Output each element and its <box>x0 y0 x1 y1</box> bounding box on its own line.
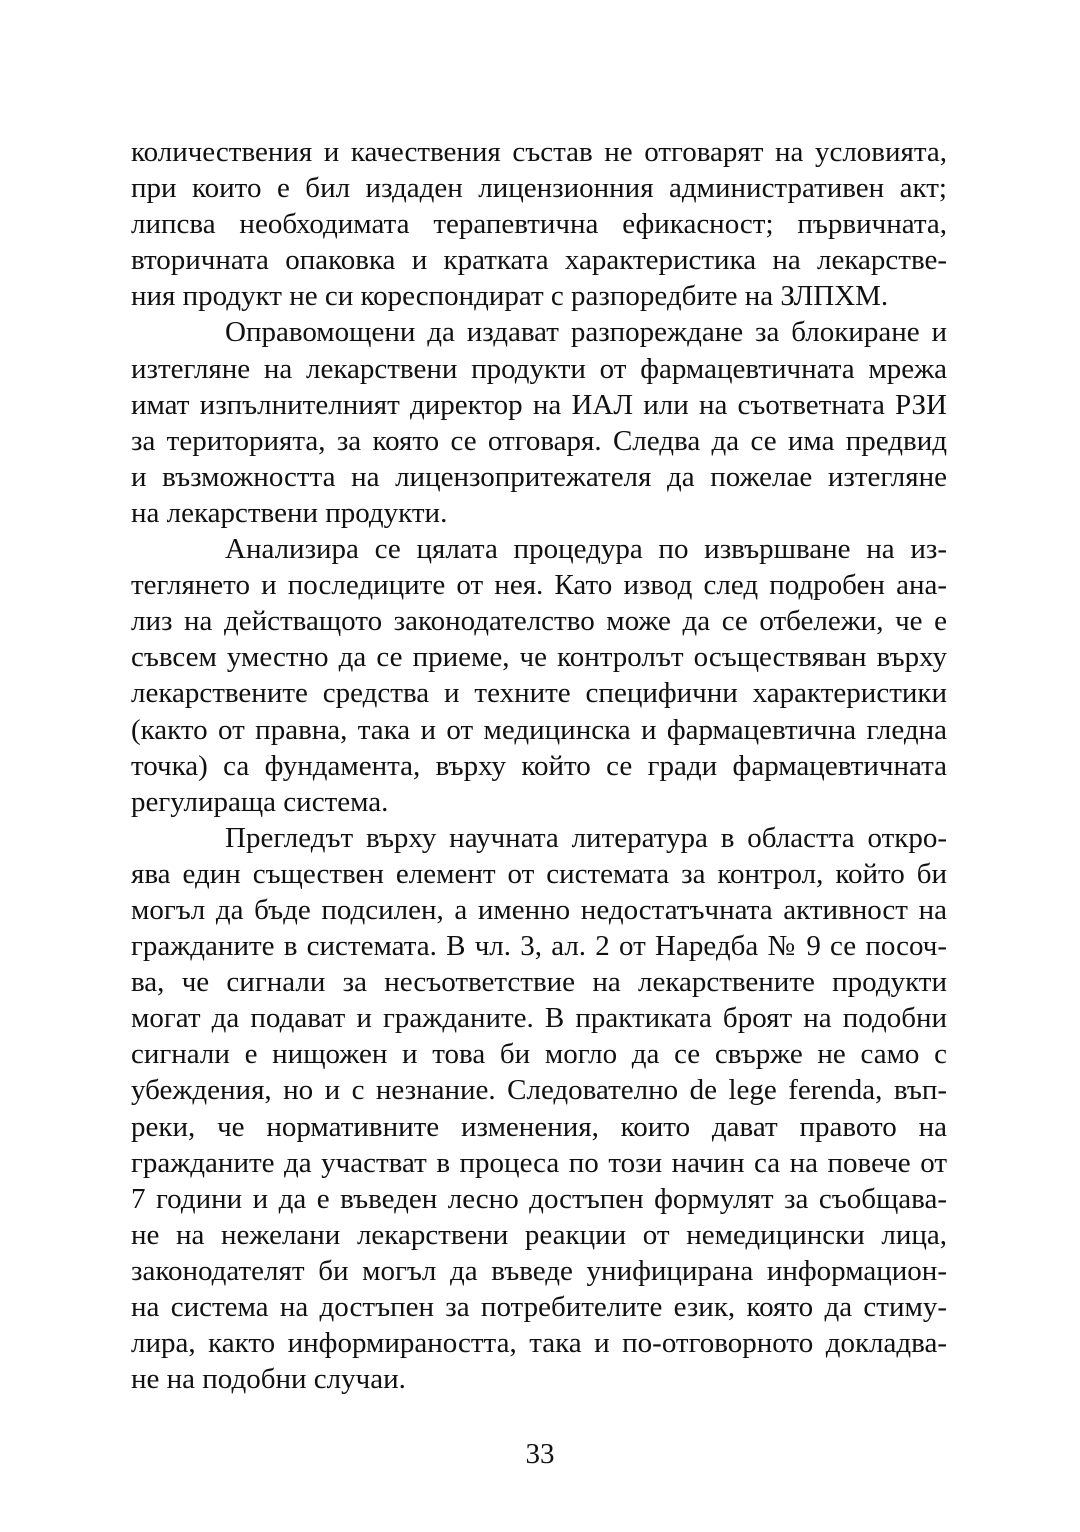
text-line: убеждения, но и с незнание. Следователно de lege ferenda, въп- <box>131 1074 947 1107</box>
text-line: (както от правна, така и от медицинска и фармацевтична гледна <box>131 713 947 746</box>
text-line: могъл да бъде подсилен, а именно недостатъчната активност на <box>131 893 947 926</box>
text-line: точка) са фундамента, върху който се гради фармацевтичната <box>131 749 947 782</box>
text-line: лира, както информираността, така и по-отговорното докладва- <box>131 1327 947 1360</box>
page-number: 33 <box>525 1438 555 1470</box>
text-line: могат да подават и гражданите. В практиката броят на подобни <box>131 1002 947 1035</box>
text-line: изтегляне на лекарствени продукти от фармацевтичната мрежа <box>131 352 947 385</box>
text-line: сигнали е нищожен и това би могло да се свърже не само с <box>131 1038 947 1071</box>
text-line: гражданите в системата. В чл. 3, ал. 2 от Наредба № 9 се посоч- <box>131 930 947 963</box>
text-line: ва, че сигнали за несъответствие на лекарствените продукти <box>131 966 947 999</box>
text-line: лиз на действащото законодателство може да се отбележи, че е <box>131 605 947 638</box>
body-text <box>131 134 947 1397</box>
text-line: за територията, за която се отговаря. Следва да се има предвид <box>131 424 947 457</box>
text-line: на система на достъпен за потребителите език, която да стиму- <box>131 1291 947 1323</box>
paragraph-4 <box>131 820 947 1398</box>
paragraph-1 <box>131 134 947 314</box>
text-line: ния продукт не си кореспондират с разпоредбите на ЗЛПХМ. <box>131 280 889 313</box>
text-line: Оправомощени да издават разпореждане за блокиране и <box>225 316 947 349</box>
text-line: реки, че нормативните изменения, които дават правото на <box>131 1110 947 1143</box>
text-line: на лекарствени продукти. <box>131 496 448 529</box>
text-line: количествения и качествения състав не отговарят на условията, <box>131 136 947 168</box>
text-line: не на подобни случаи. <box>131 1363 406 1396</box>
text-line: теглянето и последиците от нея. Като извод след подробен ана- <box>131 569 947 602</box>
text-line: Прегледът върху научната литература в областта откро- <box>225 821 947 854</box>
text-line: 7 години и да е въведен лесно достъпен формулят за съобщава- <box>131 1182 947 1215</box>
text-line: законодателят би могъл да въведе унифицирана информацион- <box>131 1254 947 1287</box>
text-line: липсва необходимата терапевтична ефикасност; първичната, <box>131 208 947 241</box>
text-line: не на нежелани лекарствени реакции от немедицински лица, <box>131 1218 947 1251</box>
text-line: съвсем уместно да се приеме, че контролът осъществяван върху <box>131 641 947 674</box>
paragraph-2 <box>131 314 947 531</box>
text-line: при които е бил издаден лицензионния административен акт; <box>131 172 947 205</box>
text-line: вторичната опаковка и кратката характеристика на лекарстве- <box>131 244 947 277</box>
text-line: ява един съществен елемент от системата за контрол, който би <box>131 857 947 890</box>
text-line: лекарствените средства и техните специфични характеристики <box>131 677 947 710</box>
text-line: гражданите да участват в процеса по този начин са на повече от <box>131 1146 947 1179</box>
text-line: и възможността на лицензопритежателя да пожелае изтегляне <box>131 460 947 493</box>
paragraph-3 <box>131 531 947 820</box>
text-line: Анализира се цялата процедура по извършване на из- <box>225 533 947 566</box>
text-line: регулираща система. <box>131 785 389 818</box>
text-line: имат изпълнителният директор на ИАЛ или на съответната РЗИ <box>131 388 947 421</box>
